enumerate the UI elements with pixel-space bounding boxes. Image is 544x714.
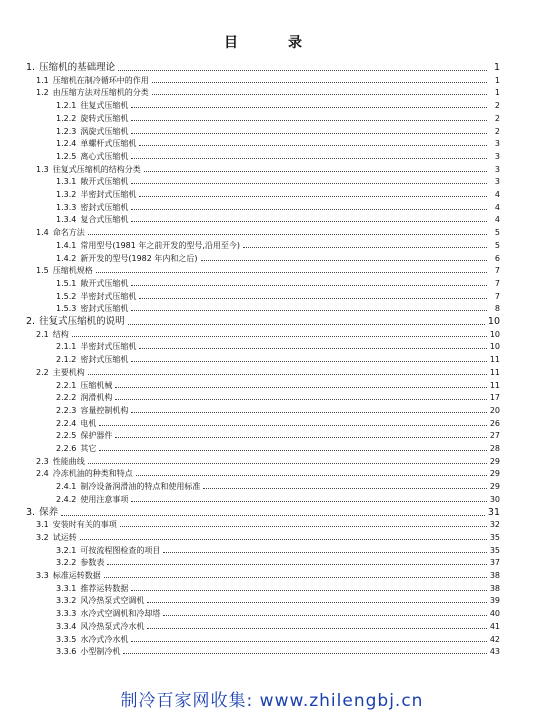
toc-entry-number: 3.3 <box>36 571 49 580</box>
toc-entry[interactable] <box>56 634 500 645</box>
toc-entry-title: 压缩机械 <box>80 380 113 390</box>
toc-entry-title: 推荐运转数据 <box>80 583 129 593</box>
toc-entry-title: 往复式压缩机 <box>80 101 129 111</box>
toc-dot-leader <box>96 272 487 273</box>
toc-entry-number: 3.3.5 <box>56 634 77 644</box>
toc-entry-title: 水冷式空调机和冷却塔 <box>80 609 161 619</box>
toc-dot-leader <box>61 515 485 516</box>
toc-entry-page: 31 <box>487 506 500 518</box>
toc-entry-title: 压缩机规格 <box>52 266 93 276</box>
toc-dot-leader <box>128 324 485 325</box>
toc-entry[interactable] <box>36 456 500 467</box>
toc-entry[interactable] <box>56 494 500 505</box>
toc-entry-title: 往复式压缩机的结构分类 <box>52 164 141 174</box>
toc-entry[interactable] <box>56 354 500 365</box>
toc-entry-title: 敞开式压缩机 <box>80 177 129 187</box>
toc-dot-leader <box>163 552 486 553</box>
toc-dot-leader <box>139 145 487 146</box>
toc-entry-title: 小型制冷机 <box>80 647 121 657</box>
toc-dot-leader <box>136 475 487 476</box>
toc-entry[interactable] <box>56 100 500 111</box>
toc-entry-page: 30 <box>489 494 500 504</box>
toc-entry-page: 2 <box>494 101 500 111</box>
toc-dot-leader <box>88 463 487 464</box>
toc-entry[interactable] <box>56 138 500 149</box>
toc-entry-title: 密封式压缩机 <box>80 304 129 314</box>
toc-entry-number: 2.2 <box>36 367 49 377</box>
toc-dot-leader <box>163 615 486 616</box>
toc-dot-leader <box>131 133 487 134</box>
toc-entry-number: 2.2.5 <box>56 431 77 441</box>
toc-entry[interactable] <box>56 253 500 264</box>
toc-entry-title: 容量控制机构 <box>80 405 129 415</box>
toc-entry-page: 7 <box>494 278 500 288</box>
toc-entry-title: 旋转式压缩机 <box>80 113 129 123</box>
toc-entry-page: 10 <box>489 329 500 339</box>
toc-entry-title: 由压缩方法对压缩机的分类 <box>52 88 149 98</box>
toc-entry-title: 保护器件 <box>80 431 113 441</box>
toc-entry[interactable] <box>56 380 500 391</box>
toc-entry-title: 安装时有关的事项 <box>52 520 117 530</box>
toc-entry[interactable] <box>56 291 500 302</box>
toc-entry-page: 26 <box>489 418 500 428</box>
toc-entry-title: 水冷式冷水机 <box>80 634 129 644</box>
toc-entry-page: 35 <box>489 545 500 555</box>
toc-entry-number: 3.1 <box>36 520 49 530</box>
toc-entry-title: 往复式压缩机的说明 <box>39 316 125 327</box>
toc-entry[interactable] <box>56 341 500 352</box>
toc-entry[interactable] <box>56 557 500 568</box>
toc-entry[interactable] <box>56 405 500 416</box>
toc-entry[interactable] <box>56 126 500 137</box>
toc-dot-leader <box>131 221 487 222</box>
toc-entry-title: 密封式压缩机 <box>80 355 129 365</box>
toc-entry-number: 1.2 <box>36 88 49 98</box>
toc-entry-title: 风冷热泵式冷水机 <box>80 621 145 631</box>
toc-entry-number: 1.5 <box>36 266 49 276</box>
toc-entry-page: 38 <box>489 571 500 580</box>
toc-entry-number: 3.2.1 <box>56 545 77 555</box>
toc-entry[interactable] <box>56 583 500 594</box>
toc-entry-title: 其它 <box>80 444 97 453</box>
toc-entry-page: 27 <box>489 431 500 441</box>
toc-entry-number: 1.2.2 <box>56 113 77 123</box>
toc-entry-number: 1.2.3 <box>56 126 77 136</box>
toc-entry[interactable] <box>26 316 500 328</box>
toc-entry-page: 1 <box>493 62 500 73</box>
toc-entry-page: 11 <box>489 355 500 365</box>
toc-entry[interactable] <box>56 608 500 619</box>
toc-entry-page: 39 <box>489 596 500 606</box>
toc-entry-page: 3 <box>494 177 500 187</box>
toc-entry-page: 11 <box>489 380 500 390</box>
toc-dot-leader <box>131 158 487 159</box>
toc-entry-title: 压缩机在制冷循环中的作用 <box>52 75 149 85</box>
toc-entry[interactable] <box>56 430 500 441</box>
toc-entry-number: 2.3 <box>36 456 49 466</box>
toc-entry-number: 1.2.4 <box>56 139 77 149</box>
toc-entry-number: 1.2.1 <box>56 101 77 111</box>
toc-entry-page: 37 <box>489 558 500 568</box>
toc-dot-leader <box>99 450 486 451</box>
toc-entry-page: 20 <box>489 405 500 415</box>
toc-dot-leader <box>131 285 487 286</box>
toc-entry-number: 2.4 <box>36 469 49 479</box>
toc-entry-title: 半密封式压缩机 <box>80 291 137 301</box>
toc-dot-leader <box>131 501 486 502</box>
toc-dot-leader <box>203 488 486 489</box>
toc-entry-number: 2.2.3 <box>56 405 77 415</box>
toc-dot-leader <box>152 82 487 83</box>
toc-entry-title: 新开发的型号(1982 年内和之后) <box>80 253 198 263</box>
toc-dot-leader <box>131 412 486 413</box>
watermark-text: 制冷百家网收集: www.zhilengbj.cn <box>120 691 424 711</box>
toc-entry-page: 4 <box>494 190 500 199</box>
toc-dot-leader <box>201 260 487 261</box>
toc-dot-leader <box>80 539 487 540</box>
toc-entry[interactable] <box>36 75 500 86</box>
toc-dot-leader <box>131 183 487 184</box>
toc-entry-page: 29 <box>489 456 500 466</box>
toc-entry-number: 1.3.3 <box>56 202 77 212</box>
toc-entry-page: 2 <box>494 126 500 136</box>
toc-entry-title: 制冷设备润滑油的特点和使用标准 <box>80 482 201 492</box>
toc-entry[interactable] <box>26 507 500 519</box>
toc-entry-page: 3 <box>494 139 500 149</box>
toc-entry-page: 3 <box>494 164 500 174</box>
toc-dot-leader <box>131 310 487 311</box>
toc-entry-title: 风冷热泵式空调机 <box>80 596 145 606</box>
page-title: 目 录 <box>224 35 320 51</box>
toc-entry-title: 半密封式压缩机 <box>80 342 137 352</box>
toc-entry-page: 6 <box>494 253 500 263</box>
toc-entry-page: 40 <box>489 609 500 619</box>
toc-entry-page: 29 <box>489 469 500 479</box>
toc-dot-leader <box>131 120 487 121</box>
toc-entry-page: 5 <box>494 228 500 238</box>
toc-entry[interactable] <box>56 595 500 606</box>
toc-dot-leader <box>131 641 486 642</box>
toc-entry[interactable] <box>56 278 500 289</box>
toc-entry-number: 3.3.6 <box>56 647 77 657</box>
toc-entry-number: 2.1.1 <box>56 342 77 352</box>
toc-entry[interactable] <box>36 468 500 479</box>
toc-dot-leader <box>131 209 487 210</box>
toc-dot-leader <box>131 361 486 362</box>
toc-entry-page: 3 <box>494 151 500 161</box>
toc-entry-number: 3.3.4 <box>56 621 77 631</box>
toc-entry-page: 1 <box>494 75 500 85</box>
toc-entry-number: 2.1 <box>36 329 49 339</box>
toc-entry-page: 11 <box>489 367 500 377</box>
toc-entry-page: 10 <box>487 316 500 327</box>
toc-entry[interactable] <box>36 519 500 530</box>
toc-entry[interactable] <box>26 62 500 74</box>
toc-entry-number: 3.2 <box>36 532 49 542</box>
toc-entry-title: 可按流程图检查的项目 <box>80 545 161 555</box>
toc-entry-title: 离心式压缩机 <box>80 151 129 161</box>
toc-entry[interactable] <box>36 164 500 175</box>
toc-entry-page: 4 <box>494 202 500 212</box>
toc-dot-leader <box>144 171 487 172</box>
toc-dot-leader <box>115 399 486 400</box>
toc-entry[interactable] <box>56 214 500 225</box>
toc-entry-page: 28 <box>489 444 500 453</box>
toc-entry-title: 涡旋式压缩机 <box>80 126 129 136</box>
toc-dot-leader <box>139 196 487 197</box>
toc-entry-title: 压缩机的基础理论 <box>39 62 116 73</box>
toc-entry-page: 8 <box>494 304 500 314</box>
toc-entry[interactable] <box>36 87 500 98</box>
toc-dot-leader <box>88 374 487 375</box>
toc-entry[interactable] <box>36 227 500 238</box>
toc-entry-number: 1.3 <box>36 164 49 174</box>
toc-dot-leader <box>115 437 486 438</box>
toc-entry-page: 35 <box>489 532 500 542</box>
toc-entry-number: 2.4.2 <box>56 494 77 504</box>
toc-entry[interactable] <box>56 240 500 251</box>
toc-dot-leader <box>120 526 487 527</box>
toc-entry-number: 1.4.2 <box>56 253 77 263</box>
toc-entry-page: 42 <box>489 634 500 644</box>
toc-entry-number: 1.5.1 <box>56 278 77 288</box>
toc-entry-page: 7 <box>494 266 500 276</box>
toc-entry-title: 性能曲线 <box>52 456 85 466</box>
toc-dot-leader <box>107 564 486 565</box>
toc-entry-page: 41 <box>489 621 500 631</box>
toc-dot-leader <box>131 590 486 591</box>
toc-entry-page: 5 <box>494 240 500 250</box>
toc-entry[interactable] <box>56 621 500 632</box>
toc-entry-number: 2.2.1 <box>56 380 77 390</box>
toc-entry-number: 2.2.4 <box>56 418 77 428</box>
toc-entry-number: 1.4 <box>36 228 49 238</box>
toc-entry[interactable] <box>36 265 500 276</box>
toc-entry[interactable] <box>56 113 500 124</box>
toc-entry-title: 主要机构 <box>52 367 85 377</box>
toc-entry-number: 1. <box>26 62 36 73</box>
toc-entry[interactable] <box>56 646 500 657</box>
toc-entry-number: 2.1.2 <box>56 355 77 365</box>
toc-entry[interactable] <box>36 329 500 340</box>
toc-dot-leader <box>147 602 486 603</box>
toc-entry-title: 敞开式压缩机 <box>80 278 129 288</box>
toc-dot-leader <box>104 577 487 578</box>
toc-entry-number: 3.3.2 <box>56 596 77 606</box>
toc-entry-number: 3.3.1 <box>56 583 77 593</box>
toc-entry-title: 电机 <box>80 418 97 428</box>
toc-entry-title: 复合式压缩机 <box>80 215 129 225</box>
toc-entry-title: 使用注意事项 <box>80 494 129 504</box>
toc-entry-page: 17 <box>489 393 500 403</box>
toc-entry[interactable] <box>36 532 500 543</box>
toc-entry[interactable] <box>56 189 500 200</box>
toc-entry[interactable] <box>56 418 500 429</box>
toc-entry-number: 1.4.1 <box>56 240 77 250</box>
toc-entry-title: 单螺杆式压缩机 <box>80 139 137 149</box>
toc-entry-page: 38 <box>489 583 500 593</box>
toc-dot-leader <box>131 107 487 108</box>
toc-entry-page: 10 <box>489 342 500 352</box>
toc-entry-page: 2 <box>494 113 500 123</box>
toc-dot-leader <box>139 298 487 299</box>
toc-entry-number: 1.3.4 <box>56 215 77 225</box>
toc-entry[interactable] <box>56 202 500 213</box>
toc-entry-title: 参数表 <box>80 558 105 568</box>
toc-entry-number: 3.3.3 <box>56 609 77 619</box>
toc-entry-title: 命名方法 <box>52 228 85 238</box>
toc-entry-number: 1.3.1 <box>56 177 77 187</box>
toc-entry-page: 29 <box>489 482 500 492</box>
toc-entry-title: 润滑机构 <box>80 393 113 403</box>
toc-entry-page: 1 <box>494 88 500 98</box>
toc-entry-number: 1.2.5 <box>56 151 77 161</box>
toc-entry-number: 2.2.6 <box>56 444 77 453</box>
toc-dot-leader <box>99 425 486 426</box>
toc-entry-number: 1.3.2 <box>56 190 77 199</box>
toc-entry-number: 2.4.1 <box>56 482 77 492</box>
toc-entry[interactable] <box>56 303 500 314</box>
toc-entry-title: 密封式压缩机 <box>80 202 129 212</box>
toc-entry-number: 1.1 <box>36 75 49 85</box>
toc-entry[interactable] <box>56 443 500 454</box>
toc-entry-number: 2.2.2 <box>56 393 77 403</box>
toc-entry-number: 1.5.3 <box>56 304 77 314</box>
toc-entry-number: 3. <box>26 506 36 518</box>
toc-entry[interactable] <box>36 570 500 581</box>
toc-dot-leader <box>123 653 486 654</box>
toc-entry[interactable] <box>56 481 500 492</box>
toc-entry[interactable] <box>56 545 500 556</box>
toc-dot-leader <box>118 70 487 71</box>
toc-dot-leader <box>139 348 486 349</box>
toc-entry-page: 43 <box>489 647 500 657</box>
toc-dot-leader <box>72 336 487 337</box>
toc-entry-title: 半密封式压缩机 <box>80 190 137 199</box>
toc-entry-title: 结构 <box>52 329 69 339</box>
toc-entry[interactable] <box>56 176 500 187</box>
toc-entry-title: 保养 <box>39 506 59 518</box>
toc-entry-page: 7 <box>494 291 500 301</box>
toc-dot-leader <box>147 628 486 629</box>
toc-entry-title: 试运转 <box>52 532 77 542</box>
toc-dot-leader <box>115 387 486 388</box>
toc-entry[interactable] <box>56 151 500 162</box>
toc-entry-page: 32 <box>489 520 500 530</box>
toc-entry-page: 4 <box>494 215 500 225</box>
toc-entry-title: 冷冻机油的种类和特点 <box>52 469 133 479</box>
toc-entry[interactable] <box>36 367 500 378</box>
toc-entry[interactable] <box>56 392 500 403</box>
toc-dot-leader <box>152 94 487 95</box>
toc-dot-leader <box>243 247 487 248</box>
toc-entry-title: 常用型号(1981 年之前开发的型号,沿用至今) <box>80 240 241 250</box>
toc-entry-number: 2. <box>26 316 36 327</box>
toc-entry-number: 3.2.2 <box>56 558 77 568</box>
toc-entry-title: 标准运转数据 <box>52 571 101 580</box>
toc-dot-leader <box>88 234 487 235</box>
toc-entry-number: 1.5.2 <box>56 291 77 301</box>
